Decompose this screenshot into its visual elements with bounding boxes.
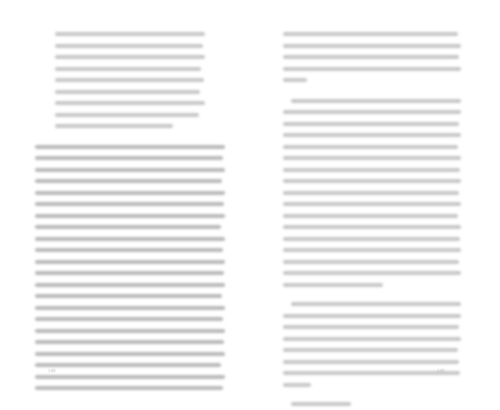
text-line (283, 51, 463, 63)
text-line (283, 367, 463, 379)
left-paragraph-2 (35, 141, 250, 394)
text-line (35, 302, 250, 314)
text-line (55, 86, 250, 98)
left-page (55, 28, 250, 394)
text-line (283, 198, 463, 210)
text-line (35, 290, 250, 302)
text-line (35, 164, 250, 176)
text-line (283, 233, 463, 245)
page-number-right: 149 (437, 369, 445, 374)
text-line (283, 28, 463, 40)
text-line (55, 51, 250, 63)
text-line (35, 244, 250, 256)
text-line (35, 382, 250, 394)
text-line (283, 267, 463, 279)
text-line (283, 310, 463, 322)
text-line (35, 325, 250, 337)
text-line (283, 321, 463, 333)
text-line (35, 336, 250, 348)
text-line (283, 333, 463, 345)
text-line (35, 152, 250, 164)
text-line (35, 187, 250, 199)
text-line (283, 256, 463, 268)
right-page (283, 28, 463, 410)
right-paragraph-2 (283, 95, 463, 291)
text-line (283, 298, 463, 310)
text-line (35, 198, 250, 210)
text-line (55, 120, 250, 132)
text-line (55, 74, 250, 86)
text-line (283, 118, 463, 130)
text-line (35, 359, 250, 371)
text-line (35, 348, 250, 360)
right-paragraph-1 (283, 28, 463, 86)
left-paragraph-1 (55, 28, 250, 132)
text-line (55, 40, 250, 52)
text-line (283, 74, 463, 86)
text-line (35, 267, 250, 279)
text-line (283, 141, 463, 153)
text-line (35, 175, 250, 187)
text-line (283, 164, 463, 176)
text-line (55, 63, 250, 75)
text-line (55, 97, 250, 109)
text-line (283, 106, 463, 118)
text-line (283, 187, 463, 199)
text-line (283, 210, 463, 222)
text-line (283, 244, 463, 256)
text-line (283, 344, 463, 356)
page-number-left: 148 (48, 369, 56, 374)
text-line (283, 95, 463, 107)
text-line (283, 63, 463, 75)
text-line (283, 379, 463, 391)
text-line (35, 233, 250, 245)
text-line (283, 175, 463, 187)
text-line (35, 371, 250, 383)
text-line (35, 141, 250, 153)
text-line (283, 279, 463, 291)
text-line (55, 109, 250, 121)
text-line (283, 152, 463, 164)
text-line (35, 221, 250, 233)
text-line (283, 129, 463, 141)
text-line (35, 279, 250, 291)
text-line (283, 221, 463, 233)
text-line (55, 28, 250, 40)
text-line (35, 210, 250, 222)
text-line (283, 356, 463, 368)
text-line (283, 40, 463, 52)
right-paragraph-3 (283, 298, 463, 390)
text-line (35, 256, 250, 268)
text-line (35, 313, 250, 325)
